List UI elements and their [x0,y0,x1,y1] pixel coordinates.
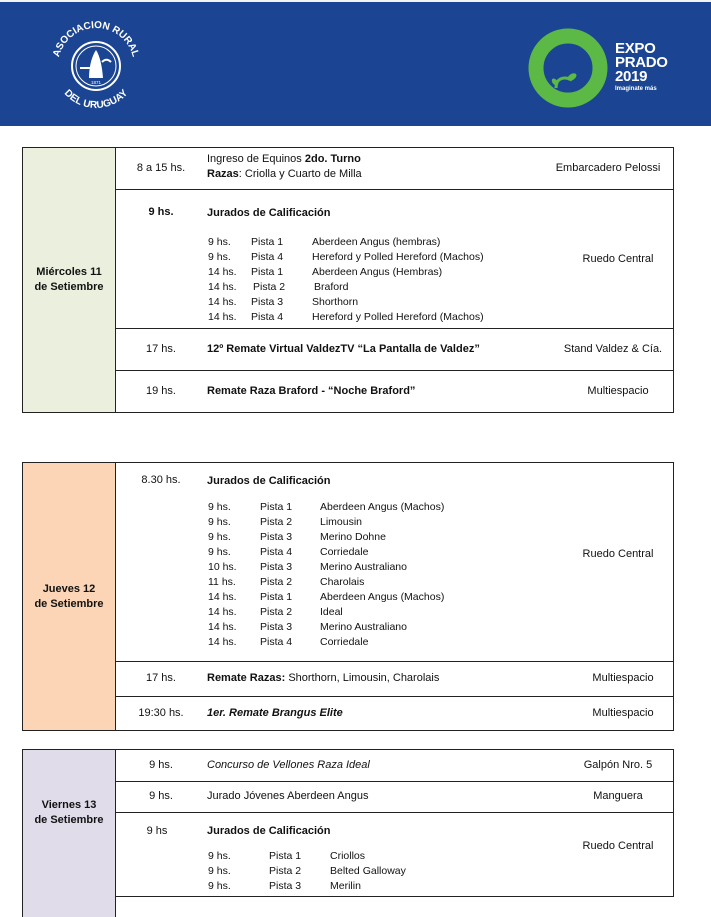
schedule-pista: Pista 2 [269,865,302,877]
event-row [116,370,674,413]
event-row [116,328,674,371]
schedule-time: 14 hs. [208,266,237,278]
schedule-time: 9 hs. [208,880,231,892]
event-venue: Manguera [593,790,643,802]
schedule-pista: Pista 3 [269,880,302,892]
event-row [116,749,674,782]
event-venue: Stand Valdez & Cía. [563,343,663,355]
schedule-pista: Pista 3 [260,561,293,573]
day-label-line1: Viernes 13 [41,799,97,811]
day-label-line2: de Setiembre [34,281,104,293]
event-row [116,781,674,813]
schedule-time: 11 hs. [208,576,236,588]
schedule-breed: Braford [314,281,349,293]
event-time: 17 hs. [146,672,176,684]
logo-line-year: 2019 [615,68,648,85]
event-venue: Multiespacio [587,385,649,397]
event-title-rest: Shorthorn, Limousin, Charolais [285,672,440,684]
day-label-line2: de Setiembre [34,597,104,610]
day-label-line1: Jueves 12 [42,582,96,595]
schedule-pista: Pista 4 [260,546,293,558]
schedule-pista: Pista 1 [251,236,284,248]
logo-line-expo: EXPO [615,40,656,57]
event-time: 8 a 15 hs. [136,162,186,174]
schedule-breed: Hereford y Polled Hereford (Machos) [312,251,484,263]
day-label-line1: Miércoles 11 [36,266,102,278]
event-time: 8.30 hs. [141,474,181,486]
logo-tagline: Imaginate más [615,86,657,92]
schedule-breed: Limousin [320,516,363,528]
schedule-breed: Charolais [320,576,365,588]
event-description [207,152,362,182]
schedule-breed: Corriedale [320,546,369,558]
event-time: 19 hs. [146,385,176,397]
event-row [116,189,674,329]
event-venue: Embarcadero Pelossi [555,162,661,174]
schedule-pista: Pista 2 [260,606,293,618]
event-title: Jurados de Calificación [207,825,331,837]
schedule-breed: Aberdeen Angus (hembras) [312,236,441,248]
schedule-time: 14 hs. [208,311,237,323]
day-label-cell [22,147,116,413]
schedule-pista: Pista 4 [260,636,293,648]
event-row [116,462,674,662]
schedule-time: 9 hs. [208,865,231,877]
event-venue: Ruedo Central [582,253,654,265]
schedule-breed: Hereford y Polled Hereford (Machos) [312,311,484,323]
schedule-breed: Aberdeen Angus (Machos) [320,501,445,513]
event-time: 9 hs. [149,759,173,771]
schedule-time: 14 hs. [208,296,237,308]
schedule-breed: Aberdeen Angus (Machos) [320,591,445,603]
schedule-pista: Pista 2 [260,516,293,528]
schedule-time: 9 hs. [208,501,231,513]
asociacion-rural-logo [40,16,152,116]
schedule-pista: Pista 1 [269,850,302,862]
schedule-time: 9 hs. [208,251,231,263]
schedule-breed: Merino Australiano [320,621,407,633]
schedule-breed: Ideal [320,606,343,618]
schedule-pista: Pista 3 [251,296,284,308]
schedule-breed: Shorthorn [312,296,359,308]
event-venue: Ruedo Central [582,548,654,560]
event-title: Ingreso de Equinos [207,153,305,165]
event-time: 17 hs. [146,343,176,355]
schedule-breed: Corriedale [320,636,369,648]
event-row [116,812,674,897]
schedule-time: 14 hs. [208,591,237,603]
event-time: 9 hs. [148,206,174,218]
schedule-pista: Pista 2 [253,281,286,293]
schedule-pista: Pista 1 [251,266,284,278]
schedule-breed: Criollos [330,850,366,862]
logo-arc-bottom-text: DEL URUGUAY [61,87,131,112]
schedule-time: 9 hs. [208,546,231,558]
event-title-bold: 2do. Turno [304,153,361,165]
day-block-viernes [22,749,674,897]
schedule-time: 9 hs. [208,850,231,862]
schedule-time: 10 hs. [208,561,237,573]
event-title: Concurso de Vellones Raza Ideal [207,759,370,771]
event-title [207,671,439,686]
day-block-jueves [22,462,674,731]
schedule-pista: Pista 3 [260,531,293,543]
day-block-miercoles [22,147,674,413]
schedule-pista: Pista 4 [251,251,284,263]
event-title: 1er. Remate Brangus Elite [207,707,343,719]
event-title: Jurados de Calificación [207,475,331,487]
day-label-cell [22,462,116,731]
schedule-time: 9 hs. [208,236,231,248]
schedule-pista: Pista 4 [251,311,284,323]
event-title-bold: Remate Razas: [207,672,286,684]
event-venue: Galpón Nro. 5 [583,759,653,771]
event-time: 9 hs. [149,790,173,802]
schedule-time: 14 hs. [208,621,237,633]
day-label-line2: de Setiembre [34,814,104,826]
event-row [116,147,674,190]
page-header [0,2,711,126]
day-label-cell [22,749,116,917]
event-time: 19:30 hs. [138,707,184,719]
schedule-time: 14 hs. [208,606,237,618]
schedule-time: 9 hs. [208,531,231,543]
event-venue: Multiespacio [592,672,654,684]
event-title: Jurado Jóvenes Aberdeen Angus [207,790,369,802]
event-title: Remate Raza Braford - “Noche Braford” [207,385,416,397]
schedule-pista: Pista 1 [260,501,293,513]
logo-arc-top-text: ASOCIACION RURAL [51,19,141,59]
event-venue: Ruedo Central [582,840,654,852]
schedule-time: 9 hs. [208,516,231,528]
event-venue: Multiespacio [592,707,654,719]
event-title: Jurados de Calificación [207,207,331,219]
expo-prado-wordmark [615,42,668,94]
schedule-breed: Merilin [330,880,361,892]
schedule-breed: Merino Dohne [320,531,386,543]
event-row [116,661,674,697]
event-time: 9 hs [146,825,168,837]
schedule-time: 14 hs. [208,636,237,648]
event-title: 12º Remate Virtual ValdezTV “La Pantalla de Valdez” [207,343,480,355]
event-sub-text: : Criolla y Cuarto de Milla [238,168,362,180]
event-sub-label: Razas [207,168,239,180]
schedule-pista: Pista 2 [260,576,293,588]
schedule-time: 14 hs. [208,281,237,293]
schedule-breed: Belted Galloway [330,865,406,877]
schedule-pista: Pista 3 [260,621,293,633]
schedule-breed: Merino Australiano [320,561,407,573]
event-row [116,696,674,731]
logo-line-prado: PRADO [615,54,668,71]
schedule-breed: Aberdeen Angus (Hembras) [312,266,443,278]
expo-prado-ring-logo [528,26,608,110]
schedule-pista: Pista 1 [260,591,293,603]
svg-text:DEL URUGUAY [62,88,130,112]
logo-year: 1871 [90,80,102,85]
